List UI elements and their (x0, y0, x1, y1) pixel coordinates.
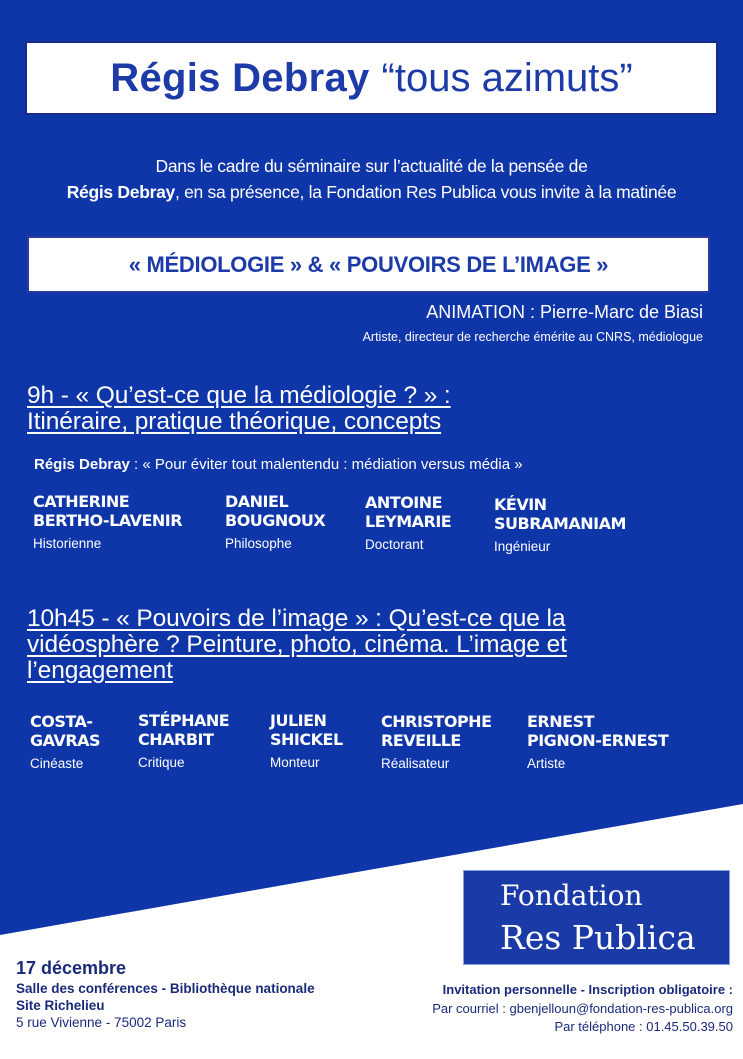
fondation-res-publica-logo (463, 870, 730, 965)
session1-title-line2: Itinéraire, pratique théorique, concepts (27, 408, 442, 435)
speaker-card (270, 711, 343, 770)
logo-line1: Fondation (500, 879, 643, 912)
speaker-name-first: COSTA- (30, 712, 93, 731)
animation-description: Artiste, directeur de recherche émérite au CNRS, médiologue (362, 330, 703, 344)
session1-intro-text: : « Pour éviter tout malentendu : médiation versus média » (129, 456, 523, 473)
speaker-role: Artiste (527, 756, 566, 771)
speaker-name-first: KÉVIN (494, 495, 547, 514)
speaker-role: Ingénieur (494, 539, 551, 554)
session2-title-line3: l’engagement (27, 657, 173, 684)
speaker-name-last: BOUGNOUX (225, 511, 326, 530)
title-name: Régis Debray (110, 55, 370, 100)
speaker-role: Historienne (33, 536, 102, 551)
title-box (25, 41, 718, 115)
speaker-role: Doctorant (365, 537, 424, 552)
speaker-name-last: REVEILLE (381, 731, 461, 750)
speaker-name-last: SHICKEL (270, 730, 343, 749)
speaker-card (381, 712, 492, 771)
speaker-role: Philosophe (225, 536, 292, 551)
speaker-card (365, 493, 451, 552)
session1-title-line1: 9h - « Qu’est-ce que la médiologie ? » : (27, 382, 451, 409)
session2-title-line1: 10h45 - « Pouvoirs de l’image » : Qu’est-ce que la (27, 605, 566, 632)
contact-email: Par courriel : gbenjelloun@fondation-res-publica.org (432, 1001, 733, 1016)
speaker-name-last: PIGNON-ERNEST (527, 731, 669, 750)
speaker-name-last: SUBRAMANIAM (494, 514, 626, 533)
speaker-name-last: LEYMARIE (365, 512, 452, 531)
speaker-name-first: DANIEL (225, 492, 289, 511)
speaker-name-first: CHRISTOPHE (381, 712, 492, 731)
speaker-name-first: ANTOINE (365, 493, 443, 512)
subtitle-box (27, 236, 710, 293)
animation-label: ANIMATION : Pierre-Marc de Biasi (426, 302, 703, 322)
speaker-role: Monteur (270, 755, 320, 770)
contact-phone: Par téléphone : 01.45.50.39.50 (554, 1019, 733, 1034)
speaker-name-last: BERTHO-LAVENIR (33, 511, 183, 530)
intro-bold-name: Régis Debray (66, 182, 175, 202)
intro-line-2-rest: , en sa présence, la Fondation Res Publica vous invite à la matinée (174, 182, 677, 202)
speaker-role: Critique (138, 755, 185, 770)
speaker-name-first: ERNEST (527, 712, 595, 731)
session2-title-line2: vidéosphère ? Peinture, photo, cinéma. L’image et (27, 631, 567, 658)
venue-line2: Site Richelieu (16, 998, 105, 1013)
session1-intro-speaker: Régis Debray (34, 456, 130, 473)
speaker-name-last: CHARBIT (138, 730, 214, 749)
speaker-role: Réalisateur (381, 756, 450, 771)
speaker-card (138, 711, 229, 770)
speaker-card (494, 495, 626, 554)
speaker-name-first: CATHERINE (33, 492, 130, 511)
session1-intro (34, 456, 523, 473)
speaker-card (30, 712, 100, 771)
intro-line-1: Dans le cadre du séminaire sur l’actualité de la pensée de (155, 156, 588, 176)
speaker-card (225, 492, 325, 551)
subtitle-text: « MÉDIOLOGIE » & « POUVOIRS DE L’IMAGE » (128, 251, 609, 277)
speaker-name-last: GAVRAS (30, 731, 101, 750)
speaker-card (33, 492, 182, 551)
venue-address: 5 rue Vivienne - 75002 Paris (16, 1015, 187, 1030)
speaker-role: Cinéaste (30, 756, 84, 771)
logo-line2: Res Publica (500, 918, 696, 957)
event-date: 17 décembre (16, 958, 127, 978)
title-quote: “tous azimuts” (381, 55, 633, 100)
speaker-name-first: JULIEN (270, 711, 327, 730)
speaker-name-first: STÉPHANE (138, 711, 230, 730)
speaker-card (527, 712, 668, 771)
invitation-text: Invitation personnelle - Inscription obligatoire : (442, 982, 733, 997)
venue-line1: Salle des conférences - Bibliothèque nationale (16, 981, 315, 996)
intro-line-2 (0, 182, 743, 203)
